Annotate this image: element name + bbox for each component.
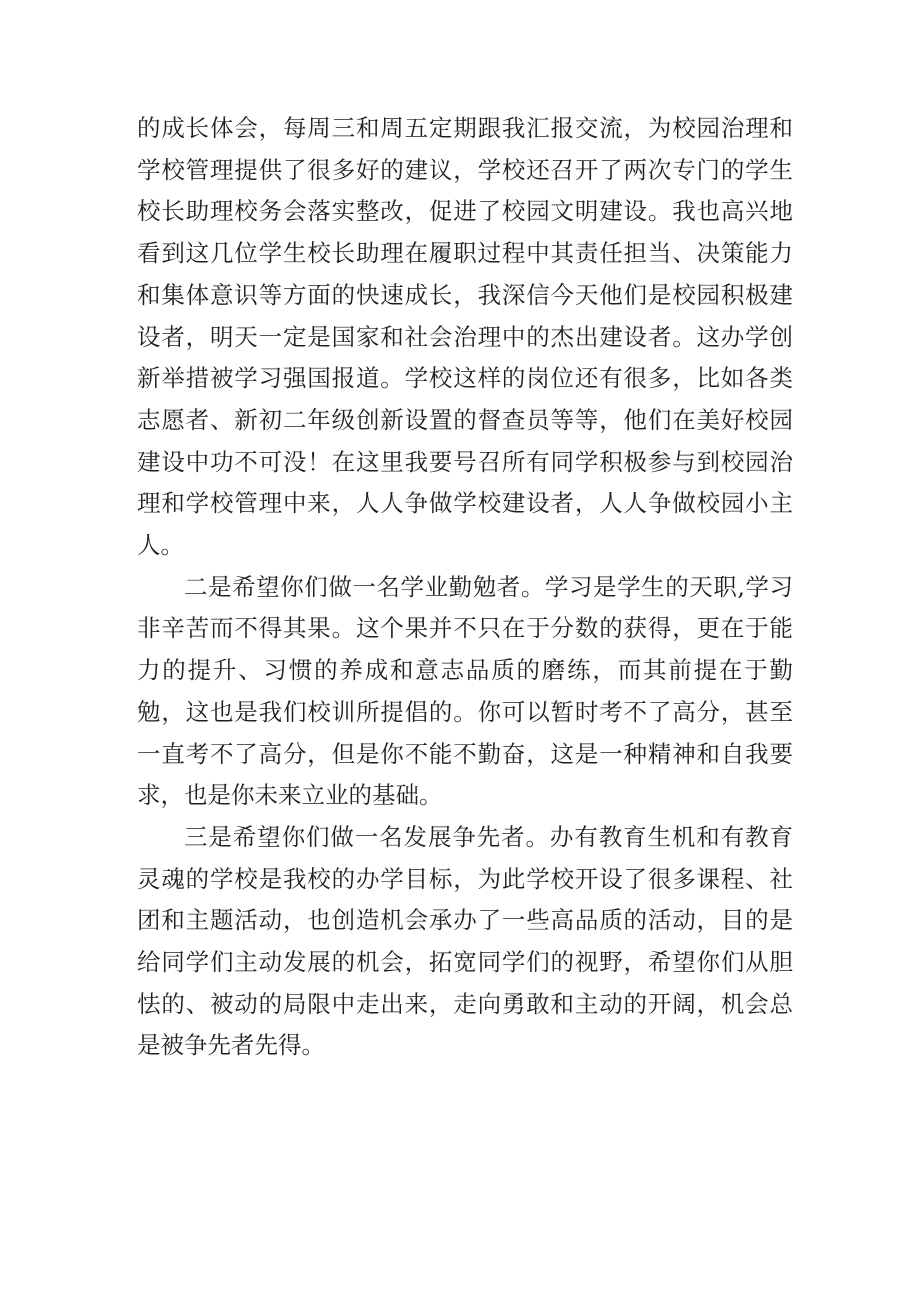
paragraph-second-hope: 二是希望你们做一名学业勤勉者。学习是学生的天职,学习非辛苦而不得其果。这个果并不只在于分数的获得，更在于能力的提升、习惯的养成和意志品质的磨练，而其前提在于勤勉，这也是我们校训所提倡的。你可以暂时考不了高分，甚至一直考不了高分，但是你不能不勤奋，这是一种精神和自我要求，也是你未来立业的基础。 bbox=[137, 572, 793, 810]
document-body bbox=[137, 108, 793, 1067]
paragraph-third-hope: 三是希望你们做一名发展争先者。办有教育生机和有教育灵魂的学校是我校的办学目标，为此学校开设了很多课程、社团和主题活动，也创造机会承办了一些高品质的活动，目的是给同学们主动发展的机会，拓宽同学们的视野，希望你们从胆怯的、被动的局限中走出来，走向勇敢和主动的开阔，机会总是被争先者先得。 bbox=[137, 822, 793, 1060]
paragraph-continuation: 的成长体会，每周三和周五定期跟我汇报交流，为校园治理和学校管理提供了很多好的建议，学校还召开了两次专门的学生校长助理校务会落实整改，促进了校园文明建设。我也高兴地看到这几位学生校长助理在履职过程中其责任担当、决策能力和集体意识等方面的快速成长，我深信今天他们是校园积极建设者，明天一定是国家和社会治理中的杰出建设者。这办学创新举措被学习强国报道。学校这样的岗位还有很多，比如各类志愿者、新初二年级创新设置的督查员等等，他们在美好校园建设中功不可没！在这里我要号召所有同学积极参与到校园治理和学校管理中来，人人争做学校建设者，人人争做校园小主人。 bbox=[137, 114, 793, 560]
